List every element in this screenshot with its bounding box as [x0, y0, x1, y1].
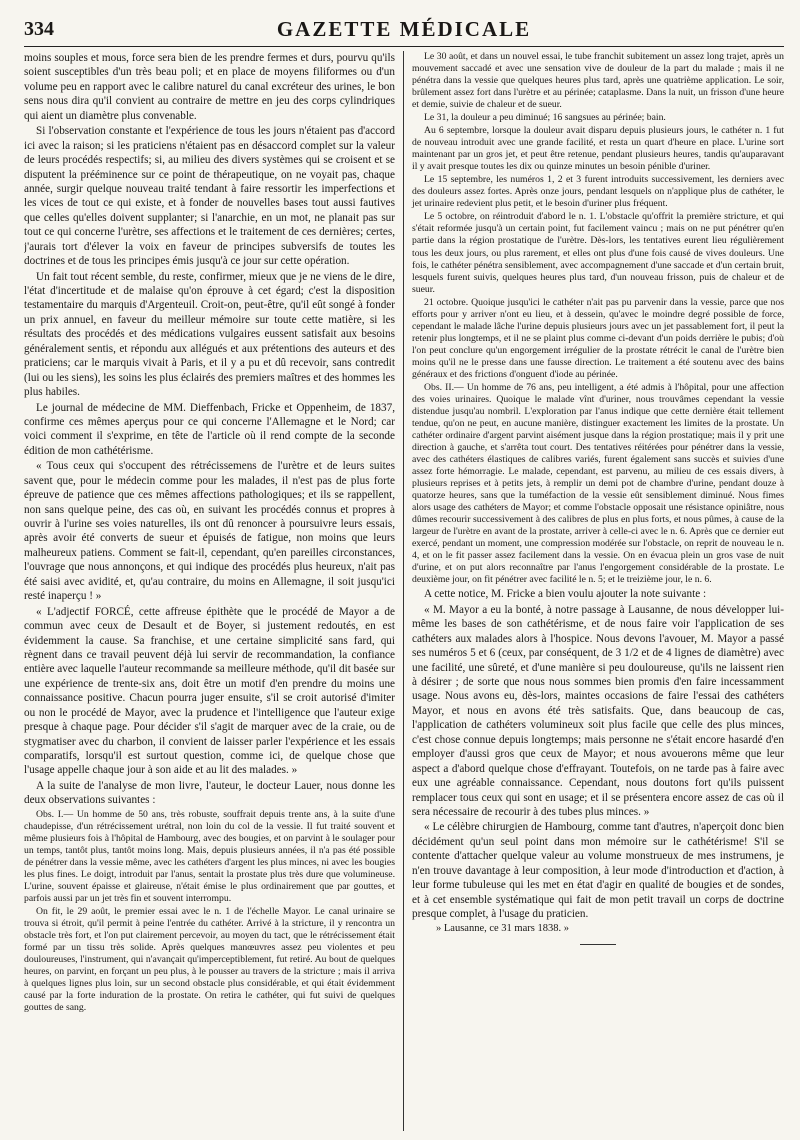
left-column-paragraph: Si l'observation constante et l'expérience de tous les jours n'étaient pas d'accord ici avec la raison; si les praticiens n'étaient pas en désaccord complet sur la valeur de leurs procédés respectifs; si, au milieu des divers systèmes qui se croisent et se disputent la prééminence sur ce point de thérapeutique, on ne voyait pas, chaque année, surgir quelque nouveau traité tendant à faire ressortir les imperfections et les vices de tout ce qui existe, et à fonder de nouvelles bases tout aussi fautives que celles qu'elles doivent supplanter; si l'anarchie, en un mot, ne planait pas sur tout ce qui concerne l'urètre, ses affections et le traitement de ces dernières; certes, j'aurais tort d'élever la voix en faveur de principes subversifs de toutes les doctrines et de tous les principes émis jusqu'à ce jour sur cette opération.: [24, 125, 395, 268]
end-rule: [580, 944, 616, 945]
right-column-paragraph: Au 6 septembre, lorsque la douleur avait disparu depuis plusieurs jours, le cathéter n. 1 fut de nouveau introduit avec une grande facilité, et resta un quart d'heure en place. L'urine sort maintenant par un gros jet, et peut être retenue, pendant plusieurs heures, tandis qu'auparavant il y avait presque toutes les dix ou quinze minutes un besoin pénible d'uriner.: [412, 125, 784, 173]
left-column-paragraph: Le journal de médecine de MM. Dieffenbach, Fricke et Oppenheim, de 1837, confirme ces mêmes aperçus pour ce qui concerne l'Allemagne et le Nord; car voici comment il s'exprime, en tête de l'article où il rend compte de la seconde édition de mon cathétérisme.: [24, 401, 395, 457]
left-column-paragraph: On fit, le 29 août, le premier essai avec le n. 1 de l'échelle Mayor. Le canal urinaire se trouva si étroit, qu'il permit à peine l'entrée du cathéter. Arrivé à la stricture, il y rencontra un obstacle très fort, et l'on put clairement percevoir, au moyen du tact, que le rétrécissement était formé par un tissu très solide. Après quelques manœuvres assez peu violentes et peu douloureuses, l'instrument, qui n'avançait qu'imperceptiblement, fut retiré. Au bout de quelques heures, on parvint, en forçant un peu plus, à le pousser au travers de la stricture ; mais il arriva à quelques lignes plus loin, sur un second obstacle plus considérable, et qui était évidemment causé par la forte induration de la prostate. On retira le cathéter, qui fut suivi de quelques gouttes de sang.: [24, 906, 395, 1014]
left-column-paragraph: Un fait tout récent semble, du reste, confirmer, mieux que je ne viens de le dire, l'état d'incertitude et de malaise qu'on éprouve à cet égard; c'est la disposition testamentaire du marquis d'Argenteuil. Croit-on, peut-être, qu'il eût songé à fonder un prix annuel, en faveur du meilleur mémoire sur toute cette matière, si les résultats des procédés et des médications vulgaires eussent satisfait aux besoins généralement sentis, et répondu aux allégués et aux prétentions des auteurs et des praticiens; car le marquis vivait à Paris, et il y a pu et dû recevoir, sans contredit (lui ou les siens), les soins les plus éclairés des premiers maîtres et des hommes les plus habiles.: [24, 270, 395, 399]
text-columns: [24, 51, 784, 1131]
right-column-paragraph: A cette notice, M. Fricke a bien voulu ajouter la note suivante :: [424, 588, 707, 601]
right-column-paragraph: « Le célèbre chirurgien de Hambourg, comme tant d'autres, n'aperçoit donc bien décidément qu'un seul point dans mon mémoire sur le cathétérisme! S'il se contente d'attacher quelque valeur au volume monstrueux de mes instrumens, je n'en trouve davantage à leur composition, à leur mode d'introduction et d'action, à leur forme tubuleuse qui les met en état d'agir en qualité de bougies et de sondes, et à cet ensemble systématique qui fait de mon petit travail un corps de doctrine presque complet, à l'usage du praticien.: [412, 821, 784, 920]
right-column: [404, 51, 784, 1131]
left-column-paragraph: « Tous ceux qui s'occupent des rétrécissemens de l'urètre et de leurs suites savent que, pour le médecin comme pour les malades, il n'est pas de plus forte épreuve de patience que ces mêmes affections pathologiques; et ils se rappellent, non sans quelque peine, des cas où, en suivant les procédés connus et propres à ouvrir à l'urine ses voies naturelles, ils ont dû renoncer à poursuivre leurs essais, après avoir été converts de sueur et épuisés de fatigue, non moins que leurs malheureux patiens. Comment se fait-il, cependant, qu'en pareilles circonstances, l'ouvrage que nous annonçons, et qui indique des procédés plus heureux, n'ait pas été saisi avec avidité, et, qu'au contraire, du moins en Allemagne, il soit jusqu'ici resté inaperçu ! »: [24, 460, 395, 603]
page-header: [24, 14, 784, 47]
right-column-paragraph: 21 octobre. Quoique jusqu'ici le cathéter n'ait pas pu parvenir dans la vessie, parce que nos efforts pour y arriver n'ont eu lieu, et à dessein, qu'avec le moindre degré possible de force, cependant le malade lâche l'urine depuis plusieurs jours avec un jet passablement fort, il peut la retenir plus longtemps, et il ne se plaint plus comme ci-devant d'un poids derrière le pubis; d'où l'on peut conclure qu'un engorgement irrégulier de la prostate rétrécit le canal de l'urètre bien moins qu'il ne le presse dans une fausse direction. Le traitement a été soutenu avec des bains généraux et des frictions d'onguent d'iode au périnée.: [412, 296, 784, 380]
right-column-paragraph: « M. Mayor a eu la bonté, à notre passage à Lausanne, de nous développer lui-même les bases de son cathétérisme, et de nous faire voir l'application de ses cathéters aux malades alors à l'hospice. Nous devons l'avouer, M. Mayor a passé ses numéros 5 et 6 (ceux, par conséquent, de 3 1/2 et de 4 lignes de diamètre) avec une facilité, une sûreté, et d'une manière si peu douloureuse, qu'ils ne laissent rien à désirer ; de sorte que nous nous sommes bien promis d'en faire incessamment usage. Nous avons eu, dès-lors, maintes occasions de faire l'essai des cathéters Mayor, et nous en avons été très satisfaits. Que, dans beaucoup de cas, l'application de cathéters volumineux soit plus facile que celle des plus minces, c'est chose connue depuis longtemps; mais personne ne s'était encore hasardé d'en employer d'aussi gros que ceux de Mayor; et nous avouerons même que leur aspect a d'abord quelque chose d'effrayant. Toutefois, on ne tarde pas à faire avec eux une agréable connaissance. Cependant, nous doutons fort qu'ils puissent remplacer tous ceux qui sont en usage; et il se présentera encore assez de cas où il sera nécessaire de recourir à des tubes plus minces. »: [412, 603, 784, 818]
right-column-paragraph: » Lausanne, ce 31 mars 1838. »: [436, 923, 569, 935]
right-column-paragraph: Le 31, la douleur a peu diminué; 16 sangsues au périnée; bain.: [424, 112, 666, 124]
right-column-paragraph: Obs. II.— Un homme de 76 ans, peu intelligent, a été admis à l'hôpital, pour une affection des voies urinaires. Quoique le malade vînt d'uriner, nous trouvâmes cependant la vessie distendue jusqu'au nombril. L'exploration par l'anus indique que cette dernière était tellement tendue, qu'on ne peut, en aucune manière, distinguer exactement les limites de la prostate. Un cathéter ordinaire d'argent parvint aisément jusque dans la région prostatique; mais il y prit une direction à gauche, et s'arrêta tout court. Des tentatives réitérées pour pénétrer dans la vessie, avec des cathéters élastiques de calibres variés, furent également sans succès et suivies d'une assez forte hémorragie. Le malade, cependant, est parvenu, au milieu de ces essais divers, à plusieurs reprises et à petits jets, à remplir un demi pot de chambre d'urine, pendant douze à quatorze heures, sans que la tuméfaction de la vessie eût sensiblement diminué. Nous fimes alors usage des cathéters de Mayor; et comme l'obstacle opposait une résistance opiniâtre, nous dûmes recourir successivement à des calibres de plus en plus forts, et nous pûmes, à cause de la largeur de l'urètre en avant de la prostate, arriver à celle-ci avec le n. 6. Après que ce dernier eut exercé, pendant un moment, une compression modérée sur l'obstacle, on reprit de nouveau le n. 4, et on le fit passer assez facilement dans la vessie. On en évacua plein un gros vase de nuit d'urine, et on put alors reconnaître par l'anus l'engorgement considérable de la prostate. Le deuxième jour, on fit pénétrer avec facilité le n. 5; et le treizième jour, le n. 6.: [412, 381, 784, 586]
right-column-paragraph: Le 5 octobre, on réintroduit d'abord le n. 1. L'obstacle qu'offrit la première stricture, et qui s'était reformée jusqu'à un certain point, fut facilement vaincu ; mais on ne put pénétrer qu'en partie dans la région prostatique de l'urètre. Dès-lors, les tentatives eurent lieu régulièrement tous les deux jours, ou plus rarement, et elles ont plus d'une fois causé de vives douleurs. Une fois, le cathéter pénétra sensiblement, avec accompagnement d'une saccade et d'un certain bruit, lesquels furent suivis, quelques heures plus tard, d'un nouveau frisson, puis de chaleur et de sueur.: [412, 211, 784, 295]
left-column: [24, 51, 404, 1131]
page-number: 334: [24, 18, 54, 40]
left-column-paragraph: A la suite de l'analyse de mon livre, l'auteur, le docteur Lauer, nous donne les deux observations suivantes :: [24, 779, 395, 807]
left-column-paragraph: Obs. I.— Un homme de 50 ans, très robuste, souffrait depuis trente ans, à la suite d'une chaudepisse, d'un rétrécissement urétral, non loin du col de la vessie. Il fut traité souvent et même plusieurs fois à l'hôpital de Hambourg, avec des bougies, et on parvint à le soulager pour un temps, tantôt plus, tantôt moins long. Mais, depuis plusieurs années, il n'a pas été possible de pénétrer dans la vessie même, avec les cathéters d'argent les plus minces, ni avec les bougies les plus fines. Le doigt, introduit par l'anus, sentait la prostate plus très dure que volumineuse. L'urine, souvent épaisse et glaireuse, n'était émise le plus ordinairement que par gouttes, et parfois aussi par un jet très fin et souvent interrompu.: [24, 808, 395, 904]
left-column-paragraph: moins souples et mous, force sera bien de les prendre fermes et durs, pourvu qu'ils soient susceptibles d'un très beau poli; et en place de moyens filiformes ou d'un volume peu en rapport avec le calibre naturel du canal excréteur des urines, le bon sens nous dira qu'il convient au contraire de mettre en jeu des corps cylindriques qui aient un diamètre plus convenable.: [24, 52, 395, 122]
right-column-paragraph: Le 30 août, et dans un nouvel essai, le tube franchit subitement un assez long trajet, après un mouvement saccadé et avec une sensation vive de douleur de la part du malade ; mais il ne pénétra dans la vessie que quelques heures plus tard, après une quatrième application. Le soir, brûlement assez fort dans l'urètre et au périnée; cataplasme. Dans la nuit, un frisson d'une heure et demie, suivie de chaleur et de sueur.: [412, 51, 784, 111]
right-column-paragraph: Le 15 septembre, les numéros 1, 2 et 3 furent introduits successivement, les derniers avec des douleurs assez fortes. Après onze jours, pendant lesquels on n'applique plus de cathéter, le jet urinaire redevient plus petit, et le besoin d'uriner plus fréquent.: [412, 174, 784, 210]
left-column-paragraph: « L'adjectif FORCÉ, cette affreuse épithète que le procédé de Mayor a de commun avec ceux de Desault et de Boyer, si justement redoutés, en est évidemment la cause. Sa franchise, et une certaine simplicité sans fard, qui règnent dans ce travail peuvent déjà lui servir de recommandation, la confiance entière avec laquelle l'auteur recommande sa meilleure méthode, qu'il dit basée sur une expérience de trente-six ans, doit être un motif d'en prendre du moins une connaissance positive. Chacun pourra juger ensuite, s'il se croit autorisé d'imiter ou non le procédé de Mayor, avec la prudence et l'intelligence que l'auteur exige presque à chaque page. Pour décider s'il s'agit de marquer avec de la craie, ou de stygmatiser avec du charbon, il convient de laisser parler l'expérience et les essais comparatifs, lorsqu'il est surtout question, comme ici, de quelque chose que l'usage appelle chaque jour à son aide et au lit des malades. »: [24, 605, 395, 777]
journal-title: GAZETTE MÉDICALE: [276, 17, 532, 41]
